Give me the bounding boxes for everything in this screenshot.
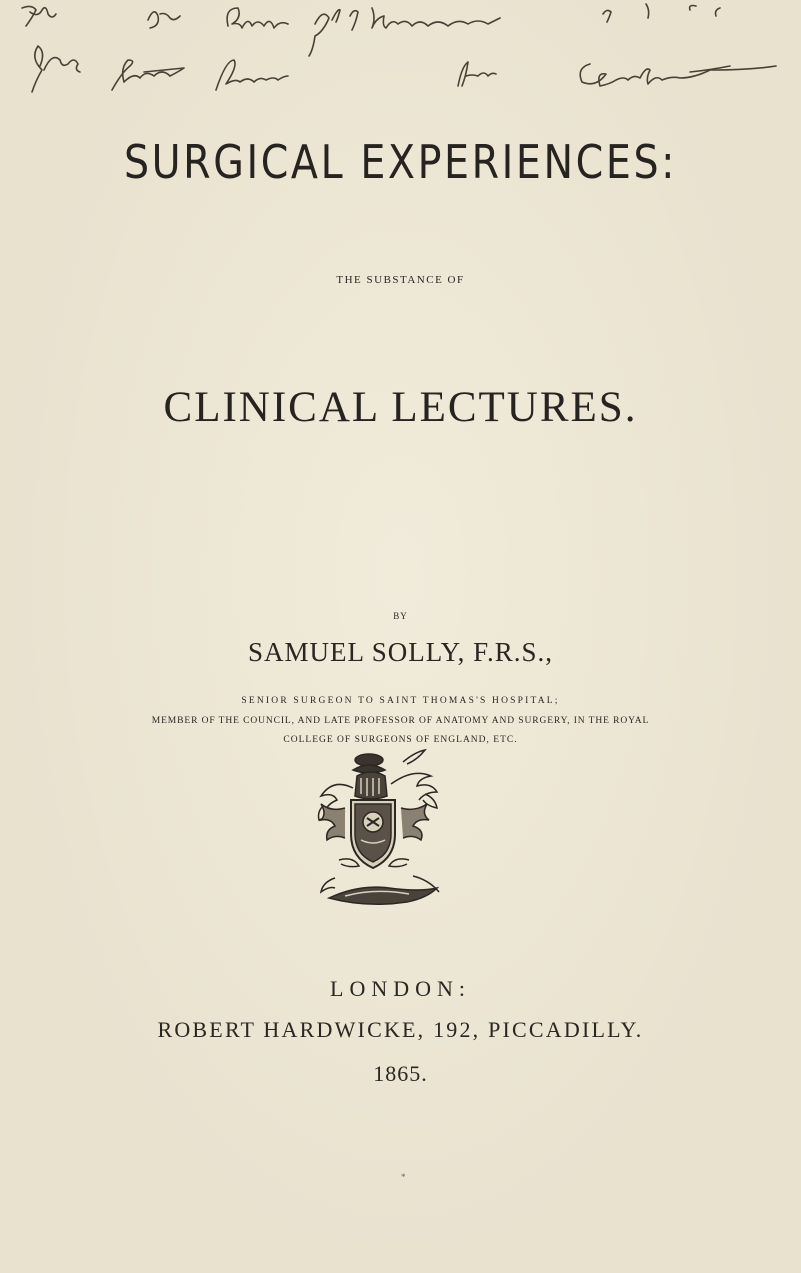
secondary-title: CLINICAL LECTURES.	[163, 384, 638, 431]
publisher-crest-icon	[305, 748, 455, 910]
subtitle: THE SUBSTANCE OF	[336, 274, 465, 286]
publisher-line: ROBERT HARDWICKE, 192, PICCADILLY.	[157, 1017, 644, 1042]
stray-mark: *	[401, 1172, 406, 1182]
author-membership-line-2: COLLEGE OF SURGEONS OF ENGLAND, ETC.	[283, 735, 518, 745]
by-label: BY	[393, 611, 408, 621]
author-position: SENIOR SURGEON TO SAINT THOMAS'S HOSPITAL;	[241, 696, 560, 706]
author-membership-line-1: MEMBER OF THE COUNCIL, AND LATE PROFESSOR OF ANATOMY AND SURGERY, IN THE ROYAL	[151, 716, 650, 726]
publication-city: LONDON:	[330, 976, 471, 1001]
author-name: SAMUEL SOLLY, F.R.S.,	[248, 637, 553, 667]
main-title: SURGICAL EXPERIENCES:	[123, 135, 678, 189]
handwritten-inscription	[0, 0, 801, 112]
handwriting-signature	[0, 0, 801, 112]
publication-year: 1865.	[373, 1061, 428, 1086]
